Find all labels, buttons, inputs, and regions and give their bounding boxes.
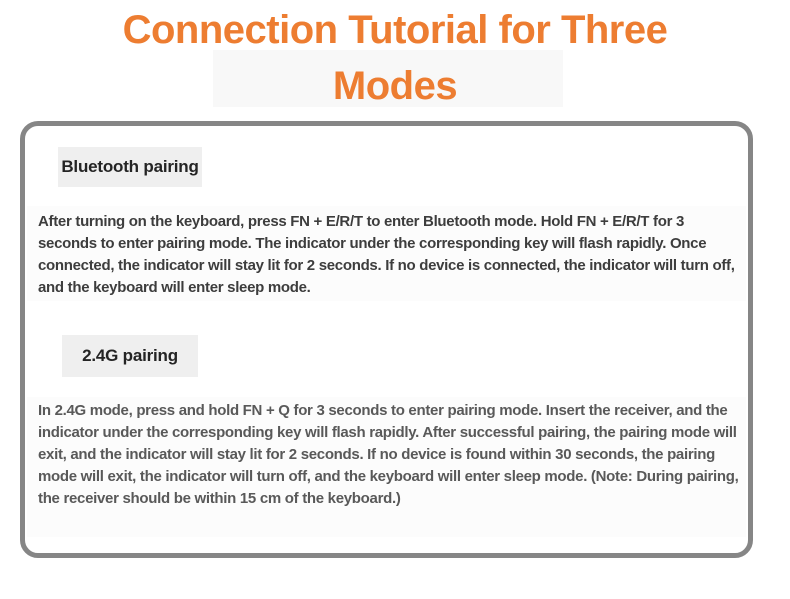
section-body-bluetooth: After turning on the keyboard, press FN + E/R/T to enter Bluetooth mode. Hold FN + E/R/T for 3 seconds to enter pairing mode. The indicator under the corresponding key will flash rapidly. Once connected, the indicator will stay lit for 2 seconds. If no device is connected, the indicator will turn off, and the keyboard will enter sleep mode. [38,213,735,296]
section-body-24g: In 2.4G mode, press and hold FN + Q for 3 seconds to enter pairing mode. Insert the receiver, and the indicator under the corresponding key will flash rapidly. After successful pairing, the pairing mode will exit, and the indicator will stay lit for 2 seconds. If no device is found within 30 seconds, the pairing mode will exit, the indicator will turn off, and the keyboard will enter sleep mode. (Note: During pairing, the receiver should be within 15 cm of the keyboard.) [38,402,739,507]
page-title [0,2,790,114]
page-title-line1: Connection Tutorial for Three [122,8,668,52]
section-heading-bluetooth: Bluetooth pairing [58,147,202,187]
page-title-line2: Modes [332,64,458,108]
section-heading-24g: 2.4G pairing [62,335,198,377]
